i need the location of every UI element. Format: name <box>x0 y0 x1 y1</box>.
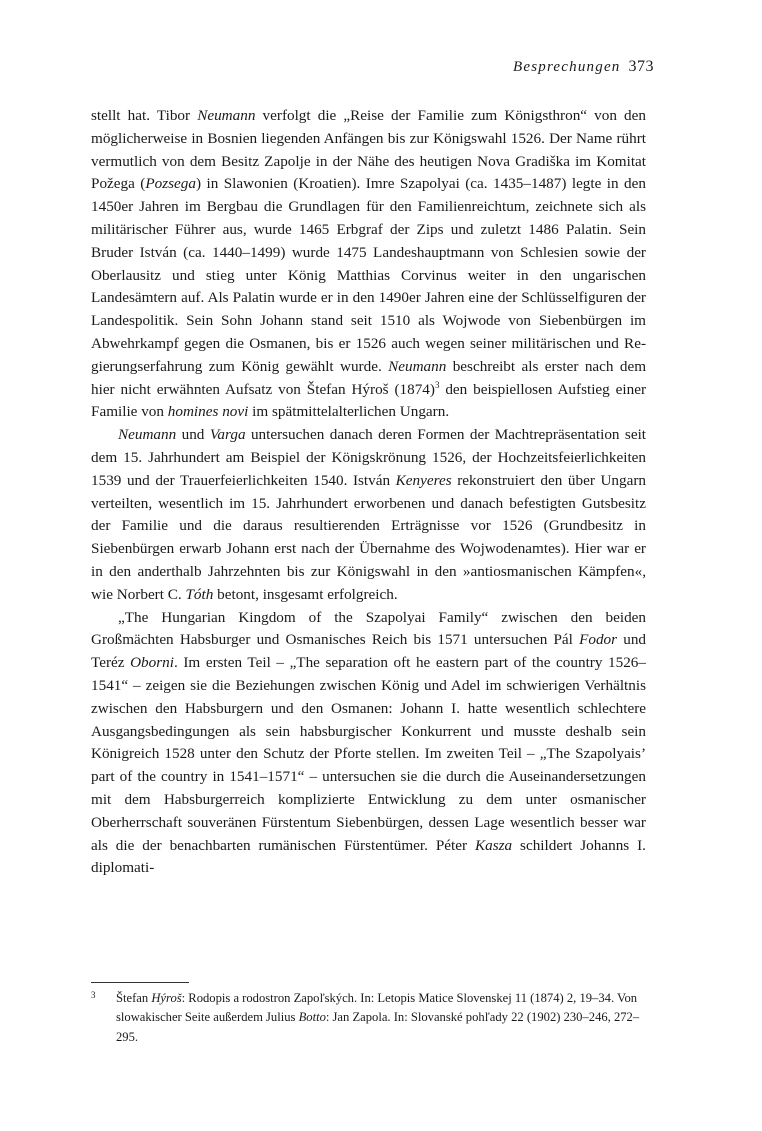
footnote-number: 3 <box>91 990 96 1000</box>
italic-run: Tóth <box>185 585 214 603</box>
text-run: : Rodopis a rodostron Zapoľských. In: Letopis Matice Slovenskej 11 (1874) 2, 19–34. Von slowakischer Seite außerdem Julius <box>116 991 638 1025</box>
italic-run: Botto <box>298 1010 326 1025</box>
italic-run: Neumann <box>197 107 256 124</box>
text-run: : Jan Zapola. In: Slovanské pohľady 22 (1902) 230–246, 272–295. <box>116 1010 640 1044</box>
paragraph <box>91 607 646 881</box>
italic-run: Neumann <box>388 357 447 375</box>
text-run: „The Hungarian Kingdom of the Szapolyai Family“ zwischen den beiden Großmächten Habsburger und Osmanisches Reich bis 1571 untersuchen Pál <box>91 608 646 649</box>
italic-run: Kasza <box>474 836 513 854</box>
paragraph <box>91 424 646 606</box>
text-run: und <box>176 426 210 444</box>
text-run: untersuchen danach deren Formen der Machtrepräsentation seit dem 15. Jahrhundert am Beispiel der Königskrönung 1526, der Hochzeitsfeierlichkeiten 1539 und der Trauerfeierlichkeiten 1540. István <box>91 426 647 489</box>
page-header <box>513 58 654 76</box>
text-run: schildert Johanns I. diplomati- <box>91 836 646 877</box>
italic-run: Neumann <box>118 426 177 444</box>
italic-run: Fodor <box>579 631 618 649</box>
paragraph <box>91 105 646 424</box>
footnote-ref: 3 <box>434 379 440 390</box>
text-run: beschreibt als erster nach dem hier nicht erwähnten Aufsatz von Štefan Hýroš (1874) <box>91 357 647 398</box>
text-run: . Im ersten Teil – „The separation oft he eastern part of the country 1526–1541“ – zeigen sie die Beziehungen zwischen König und Adel im schwierigen Verhältnis zwischen den Habsburgern und den Osmanen: Johann I. hatte wesentlich schlechtere Ausgangsbedingungen als sein habsburgischer Konkurrent und musste deshalb sein Königreich 1528 unter den Schutz der Pforte stellen. Im zweiten Teil – „The Szapolyais’ part of the country in 1541–1571“ – untersuchen sie die durch die Auseinandersetzungen mit dem Habsburgerreich komplizierte Entwicklung zu dem unter osmanischer Oberherrschaft souveränen Fürstentum Siebenbürgen, dessen Lage wesentlich besser war als die der benachbarten rumänischen Fürstentümer. Péter <box>91 654 646 854</box>
text-run: und Teréz <box>91 631 647 672</box>
italic-run: Hýroš <box>151 991 182 1005</box>
text-run: ) in Slawonien (Kroatien). Imre Szapolyai (ca. 1435–1487) legte in den 1450er Jahren im Bergbau die Grundlagen für den Familienreichtum, zeichnete sich als militärischer Führer aus, wurde 1465 Erbgraf der Zips und zuletzt 1486 Palatin. Sein Bruder István (ca. 1440–1499) wurde 1475 Landeshauptmann von Schlesien sowie der Oberlausitz und stieg unter König Matthias Corvinus weiter in den ungarischen Landesämtern auf. Als Palatin wurde er in den 1490er Jahren eine der Schlüsselfiguren der Landespolitik. Sein Sohn Johann stand seit 1510 als Wojwode von Siebenbürgen im Abwehrkampf gegen die Osmanen, bis er 1526 auch wegen seiner militärischen und Regierungserfahrung zum König gewählt wurde. <box>91 175 646 375</box>
footnote <box>91 989 646 1047</box>
italic-run: Kenyeres <box>395 471 452 489</box>
text-run: verfolgt die „Reise der Familie zum Königsthron“ von den möglicherweise in Bosnien liegenden Anfängen bis zur Königswahl 1526. Der Name rührt vermutlich von dem Besitz Zapolje in der Nähe des heutigen Nova Gradiška im Komitat Požega ( <box>91 107 646 193</box>
text-run: im spätmittelalterlichen Ungarn. <box>248 403 450 421</box>
text-run: Štefan <box>116 991 152 1005</box>
text-run: stellt hat. Tibor <box>91 107 198 124</box>
footnote-separator <box>91 982 189 983</box>
body-text <box>91 105 646 880</box>
italic-run: Pozsega <box>145 175 196 193</box>
italic-run: Varga <box>209 426 246 444</box>
text-run: den beispiellosen Aufstieg einer Familie von <box>91 380 646 421</box>
page-number: 373 <box>628 58 654 75</box>
text-run: rekonstruiert den über Ungarn verteilten, wesentlich im 15. Jahrhundert erworbenen und danach befestigten Gutsbesitz der Familie und die daraus resultierenden Erträgnisse vor 1526 (Grundbesitz in Siebenbürgen erwarb Johann erst nach der Übernahme des Wojwodenamtes). Hier war er in den anderthalb Jahrzehnten bis zur Königswahl in den »antiosmanischen Kämpfen«, wie Norbert C. <box>91 471 646 603</box>
running-title: Besprechungen <box>512 59 621 75</box>
italic-run: Oborni <box>130 654 174 672</box>
text-run: betont, insgesamt erfolgreich. <box>213 585 398 603</box>
footnote-text <box>116 989 646 1047</box>
italic-run: homines novi <box>167 403 249 421</box>
